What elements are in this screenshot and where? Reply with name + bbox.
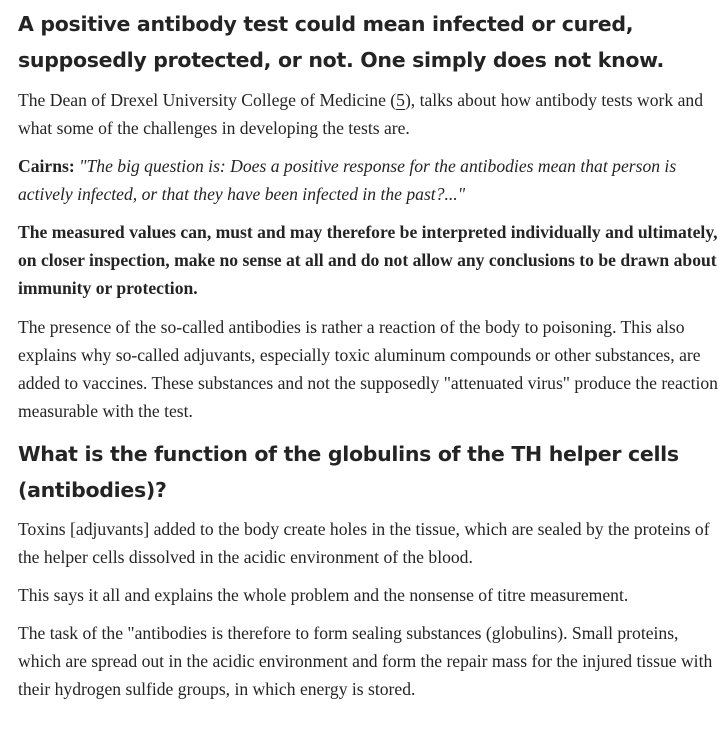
paragraph-text: The Dean of Drexel University College of Medicine ( [18,90,397,110]
paragraph-measured-values: The measured values can, must and may therefore be interpreted individually and ultimately, on closer inspection, make no sense at all and do not allow any conclusions to be drawn about immunity or protection. [18,222,718,298]
paragraph-titre: This says it all and explains the whole problem and the nonsense of titre measurement. [18,585,629,605]
paragraph-antibody-task: The task of the "antibodies is therefore to form sealing substances (globulins). Small proteins, which are spread out in the acidic environment and form the repair mass for the injured tissue with their hydrogen sulfide groups, in which energy is stored. [18,623,713,699]
section-heading-antibody-test: A positive antibody test could mean infected or cured, supposedly protected, or not. One simply does not know. [18,12,664,72]
article-body [18,4,718,703]
speaker-name: Cairns: [18,156,75,176]
paragraph-dean-intro [18,86,718,142]
paragraph-text: ), talks about how antibody tests work and what some of the challenges in developing the tests are. [18,90,704,138]
paragraph-cairns-quote [18,152,718,208]
paragraph-toxins: Toxins [adjuvants] added to the body create holes in the tissue, which are sealed by the proteins of the helper cells dissolved in the acidic environment of the blood. [18,519,710,567]
paragraph-antibody-presence: The presence of the so-called antibodies is rather a reaction of the body to poisoning. This also explains why so-called adjuvants, especially toxic aluminum compounds or other substances, are added to vaccines. These substances and not the supposedly "attenuated virus" produce the reaction measurable with the test. [18,317,718,421]
quote-text: "The big question is: Does a positive response for the antibodies mean that person is actively infected, or that they have been infected in the past?..." [18,156,677,204]
section-heading-globulins: What is the function of the globulins of the TH helper cells (antibodies)? [18,442,679,502]
reference-link[interactable]: 5 [396,90,405,110]
